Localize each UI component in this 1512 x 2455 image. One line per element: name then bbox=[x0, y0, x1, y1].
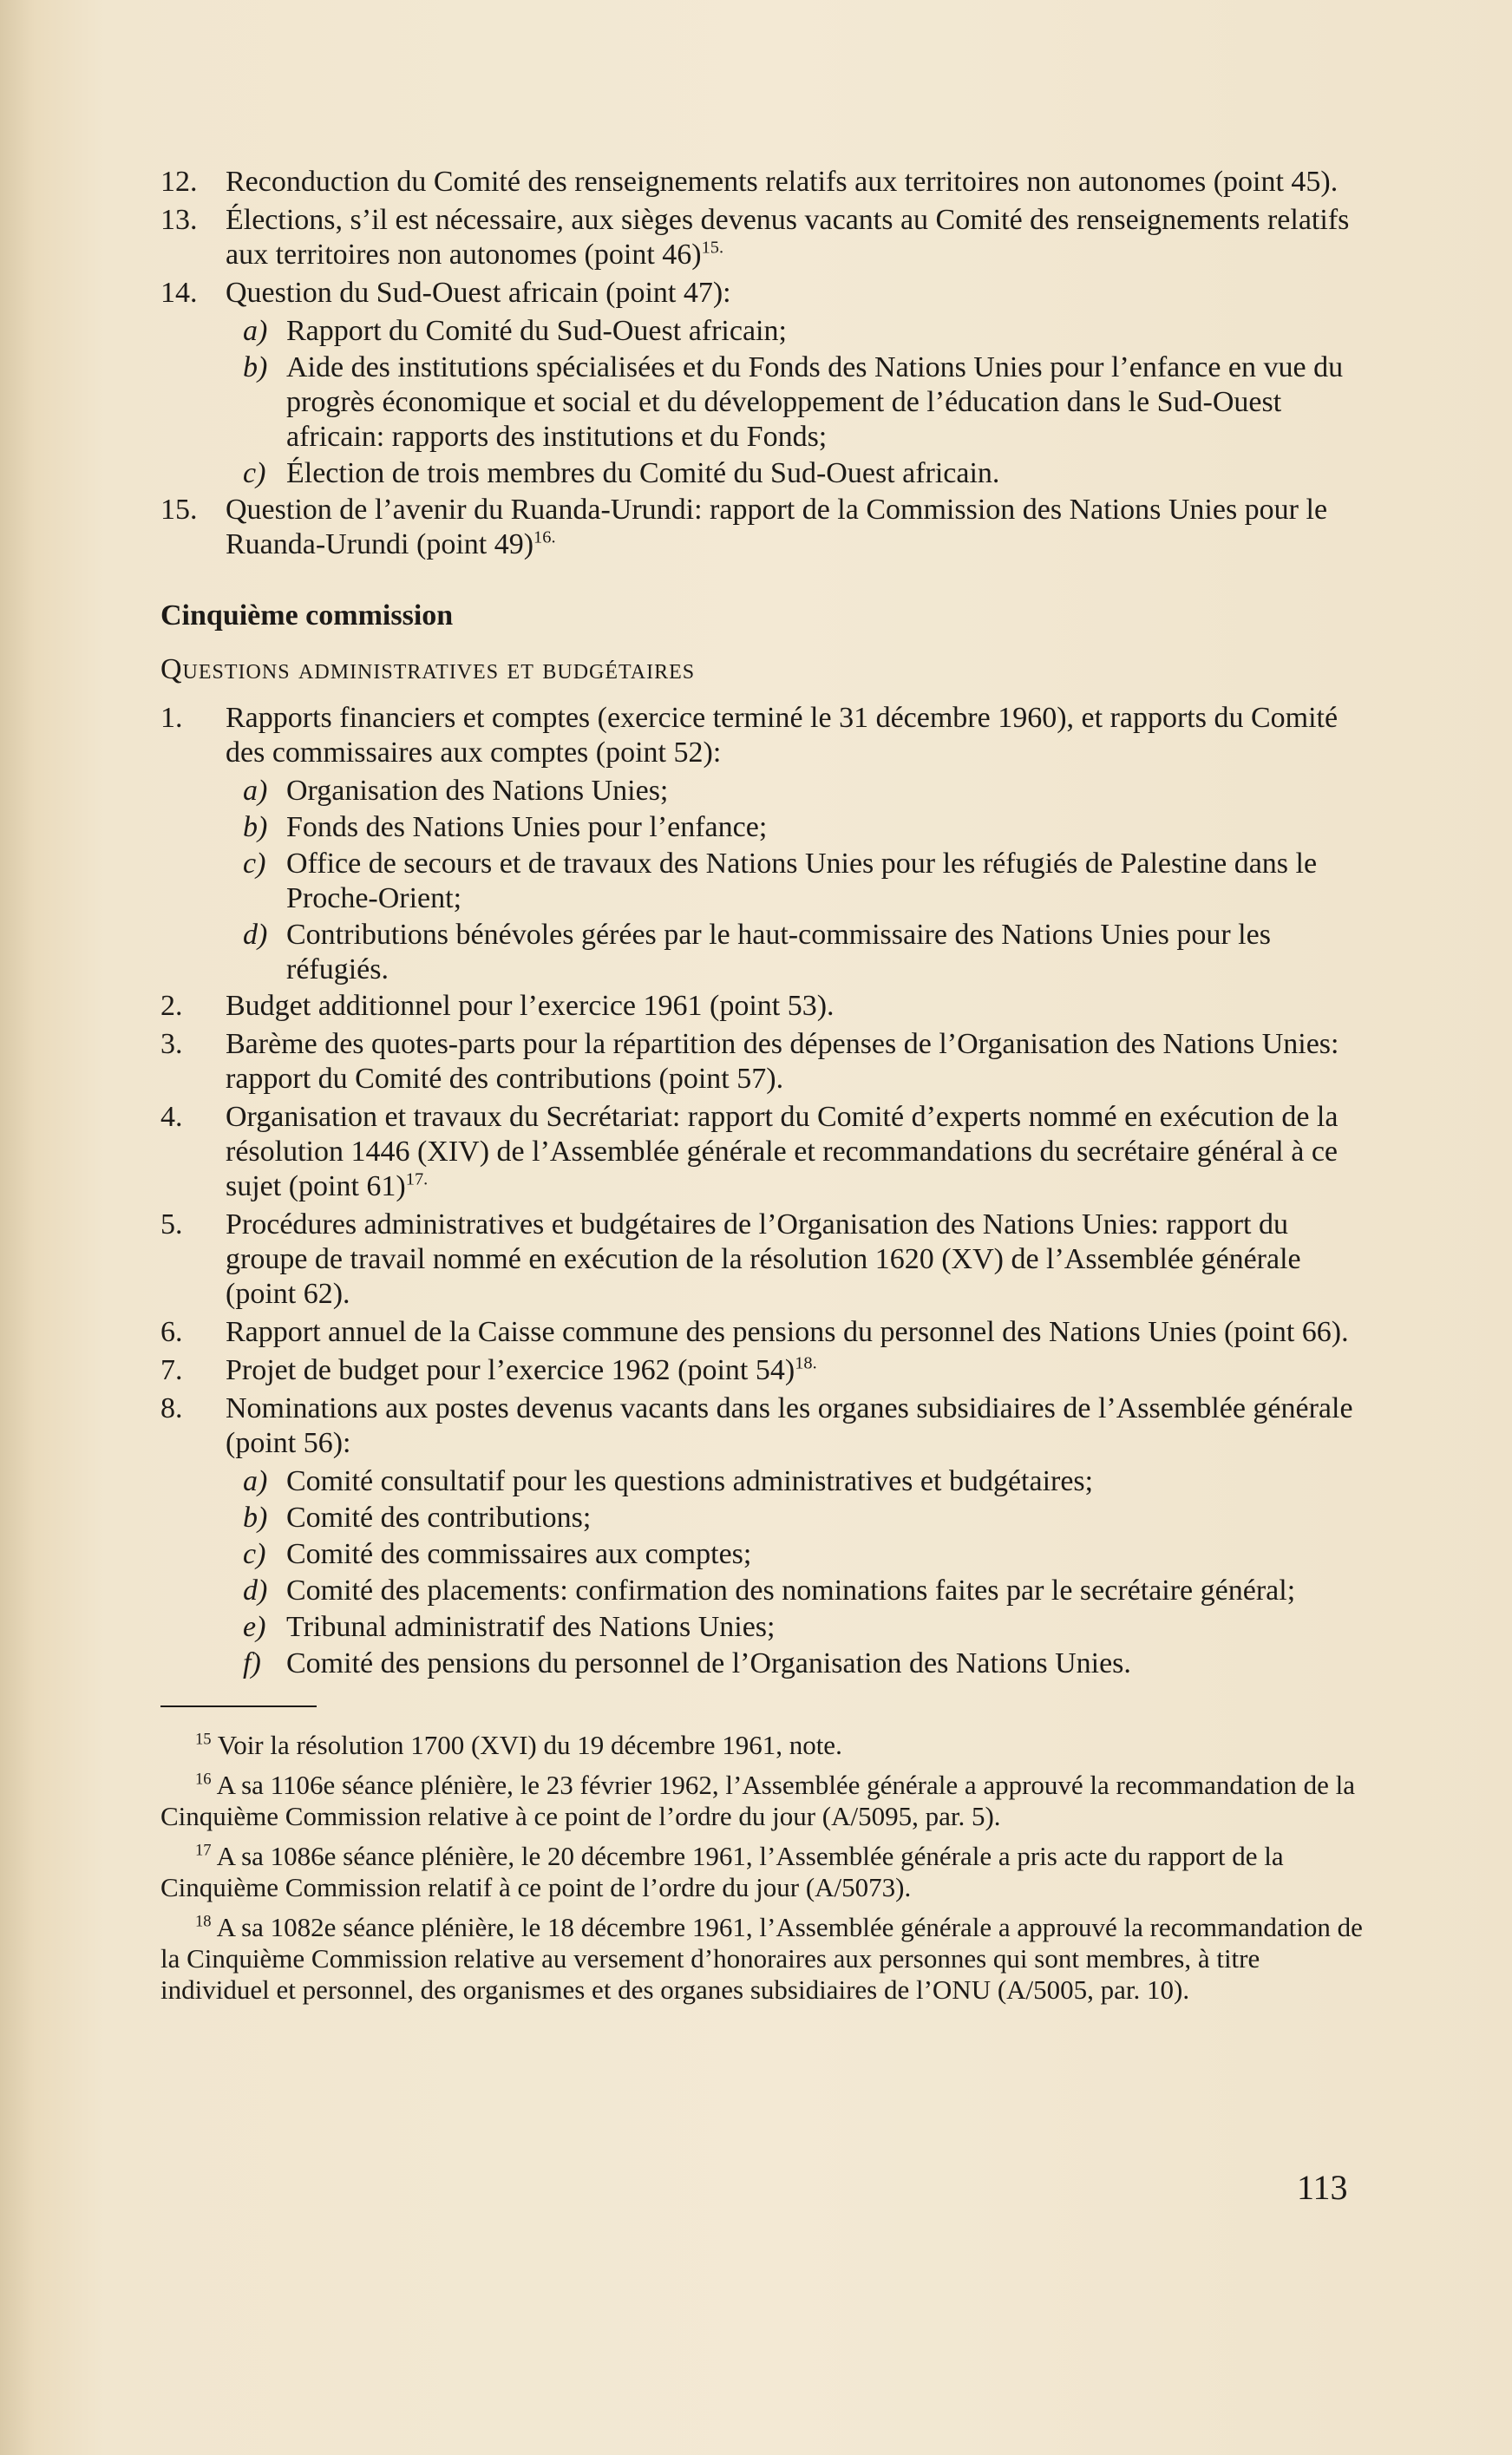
item-text: Nominations aux postes devenus vacants dans les organes subsidiaires de l’Assemblée générale (point 56): bbox=[226, 1392, 1353, 1459]
item-text: Rapport annuel de la Caisse commune des pensions du personnel des Nations Unies (point 66). bbox=[226, 1316, 1349, 1348]
item-number: 12. bbox=[160, 166, 198, 198]
sub-item-8e bbox=[160, 1610, 1375, 1645]
sub-letter: f) bbox=[243, 1647, 261, 1679]
sub-text: Comité des placements: confirmation des nominations faites par le secrétaire général; bbox=[286, 1574, 1296, 1607]
list-item-3 bbox=[160, 1027, 1375, 1097]
sub-text: Comité des commissaires aux comptes; bbox=[286, 1538, 752, 1570]
sub-item-14a bbox=[160, 314, 1375, 349]
sub-item-8c bbox=[160, 1537, 1375, 1572]
sub-letter: b) bbox=[243, 351, 268, 383]
list-item-1 bbox=[160, 701, 1375, 770]
item-number: 13. bbox=[160, 204, 198, 236]
item-number: 15. bbox=[160, 494, 198, 526]
list-item-2 bbox=[160, 989, 1375, 1024]
sub-letter: e) bbox=[243, 1611, 266, 1643]
item-text: Élections, s’il est nécessaire, aux sièges devenus vacants au Comité des renseignements relatifs aux territoires non autonomes (point 46) bbox=[226, 204, 1350, 271]
sub-item-1a bbox=[160, 774, 1375, 809]
footnote-ref: 17. bbox=[405, 1169, 429, 1189]
footnote-mark: 17 bbox=[195, 1841, 212, 1860]
item-text: Projet de budget pour l’exercice 1962 (point 54) bbox=[226, 1354, 795, 1386]
sub-letter: c) bbox=[243, 457, 266, 489]
sub-item-1b bbox=[160, 810, 1375, 845]
footnote-ref: 15. bbox=[701, 238, 724, 258]
list-item-6 bbox=[160, 1315, 1375, 1350]
item-number: 8. bbox=[160, 1392, 183, 1424]
footnote-15 bbox=[160, 1730, 1375, 1761]
item-text: Budget additionnel pour l’exercice 1961 (point 53). bbox=[226, 990, 835, 1022]
item-number: 14. bbox=[160, 277, 198, 309]
item-text: Reconduction du Comité des renseignements relatifs aux territoires non autonomes (point 45). bbox=[226, 166, 1339, 198]
section-subheading: Questions administratives et budgétaires bbox=[160, 653, 696, 685]
sub-letter: d) bbox=[243, 919, 268, 951]
sub-item-8d bbox=[160, 1574, 1375, 1608]
list-item-8 bbox=[160, 1391, 1375, 1461]
footnote-ref: 18. bbox=[795, 1353, 817, 1373]
sub-item-8a bbox=[160, 1464, 1375, 1499]
item-number: 5. bbox=[160, 1208, 183, 1241]
sub-letter: c) bbox=[243, 848, 266, 880]
footnote-18 bbox=[160, 1912, 1375, 2006]
item-text: Barème des quotes-parts pour la répartition des dépenses de l’Organisation des Nations Unies: rapport du Comité des contributions (point 57). bbox=[226, 1028, 1339, 1095]
footnote-mark: 15 bbox=[195, 1730, 212, 1749]
list-item-14 bbox=[160, 276, 1375, 311]
sub-item-14b bbox=[160, 350, 1375, 455]
footnote-text: A sa 1082e séance plénière, le 18 décembre 1961, l’Assemblée générale a approuvé la recommandation de la Cinquième Commission relative au versement d’honoraires aux personnes qui sont membres, à titre individuel et personnel, des organismes et des organes subsidiaires de l’ONU (A/5005, par. 10). bbox=[160, 1912, 1363, 2005]
footnote-mark: 18 bbox=[195, 1912, 212, 1931]
sub-text: Contributions bénévoles gérées par le haut-commissaire des Nations Unies pour les réfugiés. bbox=[286, 919, 1271, 985]
list-item-5 bbox=[160, 1208, 1375, 1312]
sub-item-8b bbox=[160, 1501, 1375, 1535]
item-text: Question du Sud-Ouest africain (point 47): bbox=[226, 277, 731, 309]
sub-letter: b) bbox=[243, 811, 268, 843]
page-content bbox=[160, 165, 1375, 2014]
item-number: 6. bbox=[160, 1316, 183, 1348]
footnote-mark: 16 bbox=[195, 1770, 212, 1789]
footnote-text: A sa 1106e séance plénière, le 23 février 1962, l’Assemblée générale a approuvé la recommandation de la Cinquième Commission relative à ce point de l’ordre du jour (A/5095, par. 5). bbox=[160, 1770, 1355, 1831]
sub-letter: b) bbox=[243, 1502, 268, 1534]
list-item-12 bbox=[160, 165, 1375, 200]
sub-item-8f bbox=[160, 1646, 1375, 1681]
sub-item-14c bbox=[160, 456, 1375, 491]
item-number: 1. bbox=[160, 702, 183, 734]
sub-item-1c bbox=[160, 847, 1375, 916]
page-number: 113 bbox=[1297, 2168, 1348, 2207]
sub-text: Élection de trois membres du Comité du Sud-Ouest africain. bbox=[286, 457, 1000, 489]
sub-letter: a) bbox=[243, 775, 268, 807]
sub-text: Organisation des Nations Unies; bbox=[286, 775, 669, 807]
sub-text: Fonds des Nations Unies pour l’enfance; bbox=[286, 811, 768, 843]
item-text: Procédures administratives et budgétaires de l’Organisation des Nations Unies: rapport du groupe de travail nommé en exécution de la résolution 1620 (XV) de l’Assemblée générale (point 62). bbox=[226, 1208, 1301, 1310]
footnote-separator bbox=[160, 1705, 317, 1707]
list-item-4 bbox=[160, 1100, 1375, 1204]
sub-letter: a) bbox=[243, 1465, 268, 1497]
sub-text: Comité des contributions; bbox=[286, 1502, 592, 1534]
sub-item-1d bbox=[160, 918, 1375, 987]
sub-letter: d) bbox=[243, 1574, 268, 1607]
item-number: 2. bbox=[160, 990, 183, 1022]
item-number: 7. bbox=[160, 1354, 183, 1386]
footnote-16 bbox=[160, 1770, 1375, 1832]
footnote-17 bbox=[160, 1841, 1375, 1903]
sub-text: Rapport du Comité du Sud-Ouest africain; bbox=[286, 315, 787, 347]
list-item-13 bbox=[160, 203, 1375, 272]
sub-text: Comité des pensions du personnel de l’Organisation des Nations Unies. bbox=[286, 1647, 1131, 1679]
item-text: Organisation et travaux du Secrétariat: rapport du Comité d’experts nommé en exécution de la résolution 1446 (XIV) de l’Assemblée générale et recommandations du secrétaire général à ce sujet (point 61) bbox=[226, 1101, 1339, 1202]
footnote-text: Voir la résolution 1700 (XVI) du 19 décembre 1961, note. bbox=[217, 1730, 842, 1760]
section-heading: Cinquième commission bbox=[160, 599, 454, 632]
sub-letter: c) bbox=[243, 1538, 266, 1570]
footnote-ref: 16. bbox=[533, 527, 556, 547]
item-text: Rapports financiers et comptes (exercice terminé le 31 décembre 1960), et rapports du Comité des commissaires aux comptes (point 52): bbox=[226, 702, 1339, 769]
sub-text: Office de secours et de travaux des Nations Unies pour les réfugiés de Palestine dans le Proche-Orient; bbox=[286, 848, 1318, 914]
footnote-text: A sa 1086e séance plénière, le 20 décembre 1961, l’Assemblée générale a pris acte du rapport de la Cinquième Commission relatif à ce point de l’ordre du jour (A/5073). bbox=[160, 1841, 1284, 1902]
sub-text: Aide des institutions spécialisées et du Fonds des Nations Unies pour l’enfance en vue du progrès économique et social et du développement de l’éducation dans le Sud-Ouest africain: rapports des institutions et du Fonds; bbox=[286, 351, 1344, 453]
sub-text: Comité consultatif pour les questions administratives et budgétaires; bbox=[286, 1465, 1094, 1497]
item-number: 3. bbox=[160, 1028, 183, 1060]
item-text: Question de l’avenir du Ruanda-Urundi: rapport de la Commission des Nations Unies pour le Ruanda-Urundi (point 49) bbox=[226, 494, 1328, 560]
item-number: 4. bbox=[160, 1101, 183, 1133]
list-item-7 bbox=[160, 1353, 1375, 1388]
list-item-15 bbox=[160, 493, 1375, 562]
sub-letter: a) bbox=[243, 315, 268, 347]
sub-text: Tribunal administratif des Nations Unies; bbox=[286, 1611, 776, 1643]
